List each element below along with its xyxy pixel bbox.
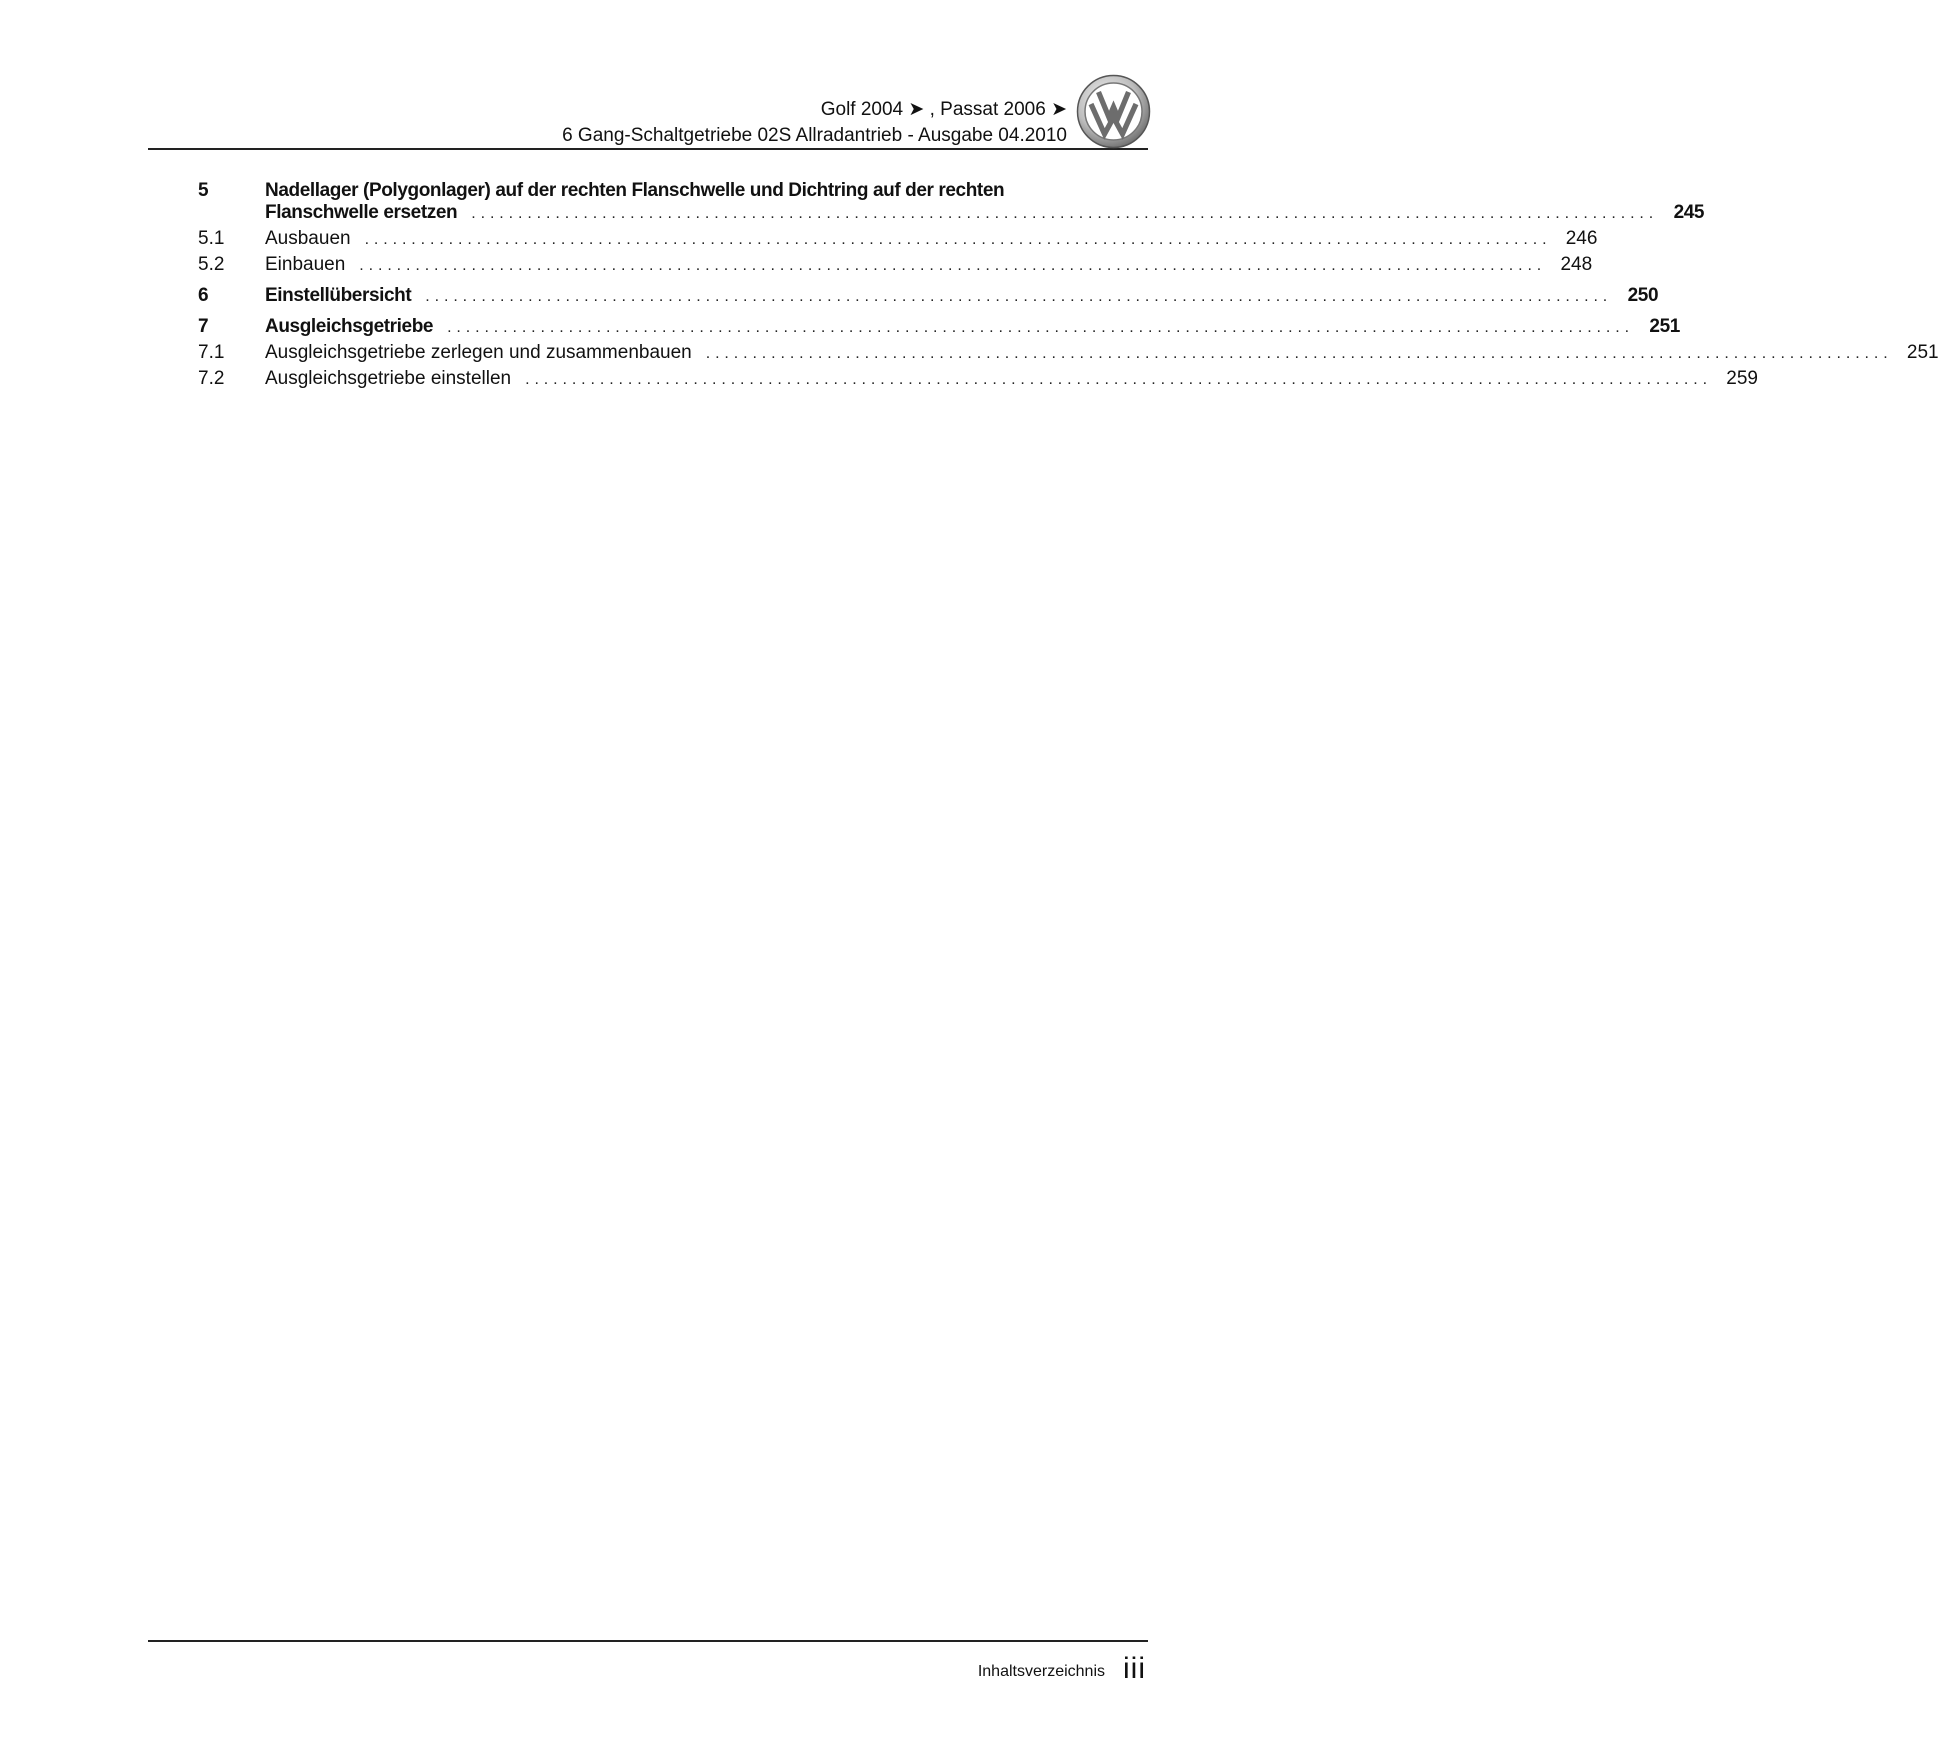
footer-page-number: iii [1123,1652,1146,1685]
toc-entry-number: 6 [198,285,209,306]
toc-entry-6[interactable] [198,285,1659,307]
toc-entry-number: 7.2 [198,368,225,389]
toc-entry-5-1[interactable] [198,228,1598,250]
toc-entry-number: 5 [198,180,209,201]
toc-entry-title: Ausgleichsgetriebe [265,316,434,337]
toc-entry-7-2[interactable] [198,368,1758,390]
toc-entry-page: 248 [1560,254,1593,275]
vw-logo-icon [1076,74,1151,149]
toc-entry-page: 245 [1673,202,1705,223]
dot-leader: ............................................................................................................................... [425,288,1613,305]
footer-rule [148,1640,1148,1642]
toc-entry-page: 259 [1726,368,1758,389]
header-line1: Golf 2004 ➤ , Passat 2006 ➤ [820,99,1067,120]
dot-leader: ............................................................................................................................... [471,205,1659,222]
toc-entry-title: Einbauen [265,254,346,275]
header-rule [148,148,1148,150]
toc-entry-page: 250 [1627,285,1659,306]
dot-leader: ............................................................................................................................... [447,319,1634,336]
toc-entry-page: 251 [1649,316,1680,337]
toc-entry-title: Flanschwelle ersetzen [265,202,458,223]
toc-entry-5[interactable] [198,180,1705,224]
dot-leader: ............................................................................................................................... [525,371,1712,388]
toc-entry-number: 5.1 [198,228,225,249]
toc-entry-title: Ausgleichsgetriebe einstellen [265,368,512,389]
toc-entry-number: 7 [198,316,209,337]
header-line2: 6 Gang-Schaltgetriebe 02S Allradantrieb - Ausgabe 04.2010 [562,125,1067,146]
toc-entry-title-line1: Nadellager (Polygonlager) auf der rechten Flanschwelle und Dichtring auf der rechten [265,180,1005,201]
table-of-contents [198,180,1939,390]
toc-entry-title: Ausbauen [265,228,351,249]
toc-entry-title: Einstellübersicht [265,285,412,306]
toc-entry-number: 5.2 [198,254,225,275]
toc-entry-7[interactable] [198,316,1680,338]
footer-section-label: Inhaltsverzeichnis [977,1663,1105,1680]
toc-entry-page: 251 [1906,342,1939,363]
toc-entry-5-2[interactable] [198,254,1593,276]
toc-entry-title: Ausgleichsgetriebe zerlegen und zusammenbauen [265,342,692,363]
toc-entry-page: 246 [1565,228,1598,249]
dot-leader: ............................................................................................................................... [364,231,1552,248]
toc-entry-number: 7.1 [198,342,225,363]
dot-leader: ............................................................................................................................... [359,257,1547,274]
toc-entry-7-1[interactable] [198,342,1939,364]
dot-leader: ............................................................................................................................... [705,345,1893,362]
